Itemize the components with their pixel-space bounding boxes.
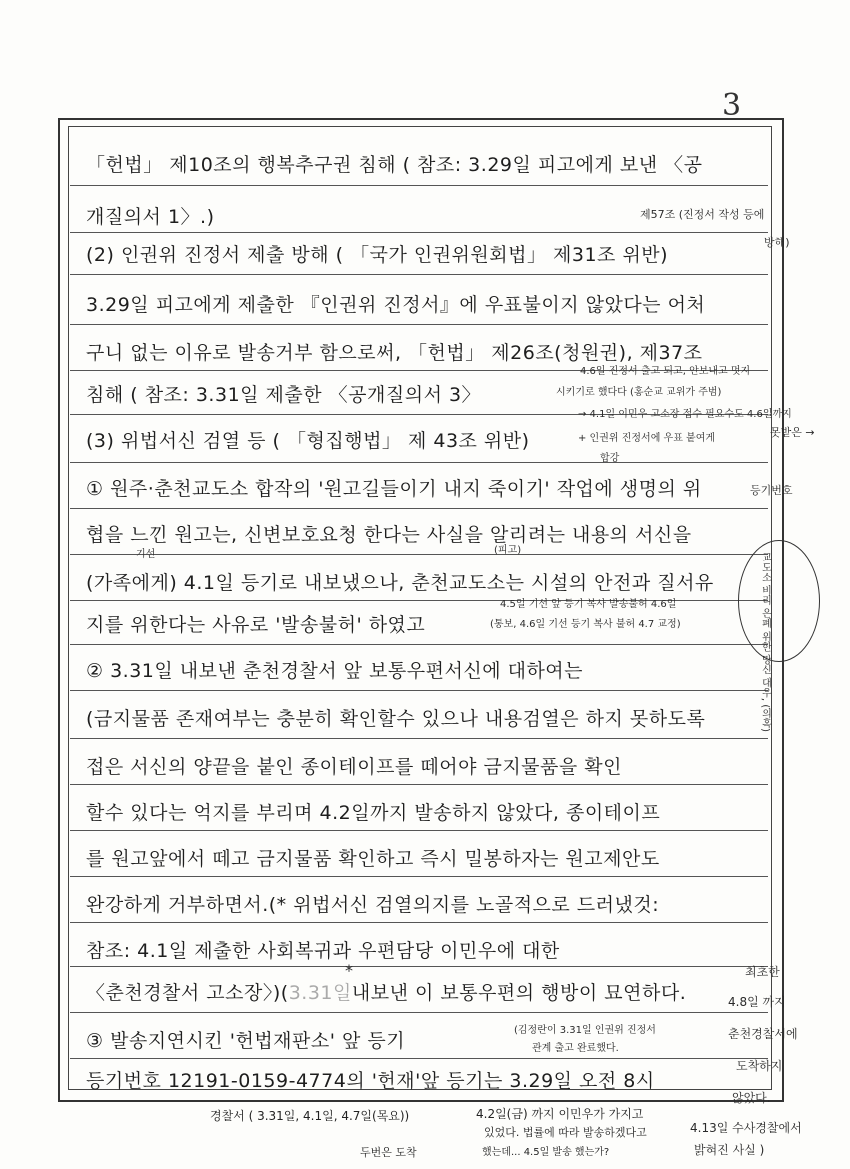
bottom-note-mid-3: 했는데... 4.5일 발송 했는가? — [482, 1147, 610, 1158]
ruled-line — [70, 644, 768, 645]
bottom-note-left-sub: 두번은 도착 — [360, 1146, 417, 1159]
text-line-3: (2) 인권위 진정서 제출 방해 ( 「국가 인권위원회법」 제31조 위반) — [86, 244, 669, 266]
note-officer-3: 춘천경찰서에 — [728, 1027, 798, 1041]
ruled-line — [70, 274, 768, 275]
ruled-line — [70, 784, 768, 785]
note-inline-pigo: (피고) — [494, 545, 522, 556]
text-line-1: 「헌법」 제10조의 행복추구권 침해 ( 참조: 3.29일 피고에게 보낸 〈공 — [86, 154, 703, 176]
note-top-right-2: 방해) — [764, 236, 790, 249]
note-mid-2: 시키기로 했다다 (홍순교 교위가 주범) — [556, 387, 722, 398]
struck-date: 3.31일 — [288, 982, 352, 1004]
note-mid-1: 4.6일 진정서 출고 되고, 안보내고 멋지 — [580, 366, 751, 377]
text-line-19-tail: 내보낸 이 보통우편의 행방이 묘연하다. — [351, 982, 687, 1004]
note-officer-4: 도착하지 — [736, 1059, 783, 1073]
bottom-note-mid-2: 있었다. 법률에 따라 발송하겠다고 — [484, 1126, 647, 1139]
ruled-line — [70, 462, 768, 463]
bottom-note-mid-1: 4.2일(금) 까지 이민우가 가지고 — [476, 1107, 644, 1121]
note-arrow-2: + 인권위 진정서에 우표 붙여게 — [578, 433, 716, 444]
note-star: * — [345, 961, 353, 980]
note-top-right-1: 제57조 (진정서 작성 등에 — [640, 208, 765, 221]
note-officer-1: 최초한 — [745, 965, 780, 979]
ruled-line — [70, 830, 768, 831]
text-line-9: 협을 느낀 원고는, 신변보호요청 한다는 사실을 알리려는 내용의 서신을 — [86, 524, 692, 546]
text-line-6: 침해 ( 참조: 3.31일 제출한 〈공개질의서 3〉 — [86, 384, 482, 406]
note-kim-2: 관계 출고 완료했다. — [532, 1043, 619, 1054]
note-inline-gisun: 기선 — [136, 549, 156, 560]
ruled-line — [70, 232, 768, 233]
ruled-line — [70, 922, 768, 923]
note-inline-grade: 합강 — [600, 453, 620, 464]
text-line-10: (가족에게) 4.1일 등기로 내보냈으나, 춘천교도소는 시설의 안전과 질서유 — [86, 572, 714, 594]
text-line-4: 3.29일 피고에게 제출한 『인권위 진정서』에 우표불이지 않았다는 어처 — [86, 294, 706, 316]
ruled-line — [70, 1012, 768, 1013]
note-arrow-1: → 4.1일 이민우 고소장 접수 필요수도 4.6일까지 — [578, 409, 792, 420]
text-line-7: (3) 위법서신 검열 등 ( 「형집행법」 제 43조 위반) — [86, 430, 530, 452]
text-line-14: 접은 서신의 양끝을 붙인 종이테이프를 떼어야 금지물품을 확인 — [86, 756, 622, 778]
text-line-15: 할수 있다는 억지를 부리며 4.2일까지 발송하지 않았다, 종이테이프 — [86, 802, 661, 824]
note-413-1: 4.13일 수사경찰에서 — [690, 1121, 802, 1135]
text-line-19-start: 〈춘천경찰서 고소장〉)( — [86, 982, 289, 1004]
bottom-note-left: 경찰서 ( 3.31일, 4.1일, 4.7일(목요)) — [210, 1109, 410, 1123]
note-circle-text: 교도소 비리 은폐 위한 망신 대우, (의혹) — [759, 552, 771, 733]
text-line-19 — [86, 978, 760, 1005]
note-officer-2: 4.8일 까지 — [728, 995, 786, 1009]
ruled-line — [70, 690, 768, 691]
text-line-16: 를 원고앞에서 떼고 금지물품 확인하고 즉시 밀봉하자는 원고제안도 — [86, 848, 660, 870]
text-line-18: 참조: 4.1일 제출한 사회복귀과 우편담당 이민우에 대한 — [86, 940, 560, 962]
page-number: 3 — [722, 88, 742, 123]
text-line-12: ② 3.31일 내보낸 춘천경찰서 앞 보통우편서신에 대하여는 — [86, 660, 584, 682]
note-413-2: 밝혀진 사실 ) — [694, 1143, 765, 1157]
ruled-line — [70, 554, 768, 555]
text-line-21: 등기번호 12191-0159-4774의 '헌재'앞 등기는 3.29일 오전 8시 — [86, 1070, 655, 1092]
note-officer-5: 않았다. — [732, 1091, 771, 1105]
text-line-5: 구니 없는 이유로 발송거부 함으로써, 「헌법」 제26조(청원권), 제37조 — [86, 342, 703, 364]
note-right-2: 등기번호 — [750, 484, 793, 497]
ruled-line — [70, 876, 768, 877]
ruled-line — [70, 966, 768, 967]
text-line-17: 완강하게 거부하면서.(* 위법서신 검열의지를 노골적으로 드러냈것: — [86, 894, 660, 916]
ruled-line — [70, 508, 768, 509]
note-kim-1: (김정란이 3.31일 인권위 진정서 — [514, 1025, 656, 1036]
ruled-line — [70, 1058, 768, 1059]
note-right-1: 못받은 → — [770, 426, 815, 439]
circled-note-frame — [738, 540, 820, 733]
text-line-11: 지를 위한다는 사유로 '발송불허' 하였고 — [86, 614, 426, 636]
text-line-20: ③ 발송지연시킨 '헌법재판소' 앞 등기 — [86, 1030, 406, 1052]
text-line-13: (금지물품 존재여부는 충분히 확인할수 있으나 내용검열은 하지 못하도록 — [86, 708, 706, 730]
ruled-line — [70, 185, 768, 186]
ruled-line — [70, 738, 768, 739]
text-line-2: 개질의서 1〉.) — [86, 206, 215, 228]
ruled-line — [70, 324, 768, 325]
note-45-1: 4.5일 기선 앞 등기 복사 발송불허 4.6일 — [500, 599, 677, 610]
text-line-8: ① 원주·춘천교도소 합작의 '원고길들이기 내지 죽이기' 작업에 생명의 위 — [86, 478, 702, 500]
note-45-2: (통보, 4.6일 기선 등기 복사 불허 4.7 교정) — [490, 619, 681, 630]
